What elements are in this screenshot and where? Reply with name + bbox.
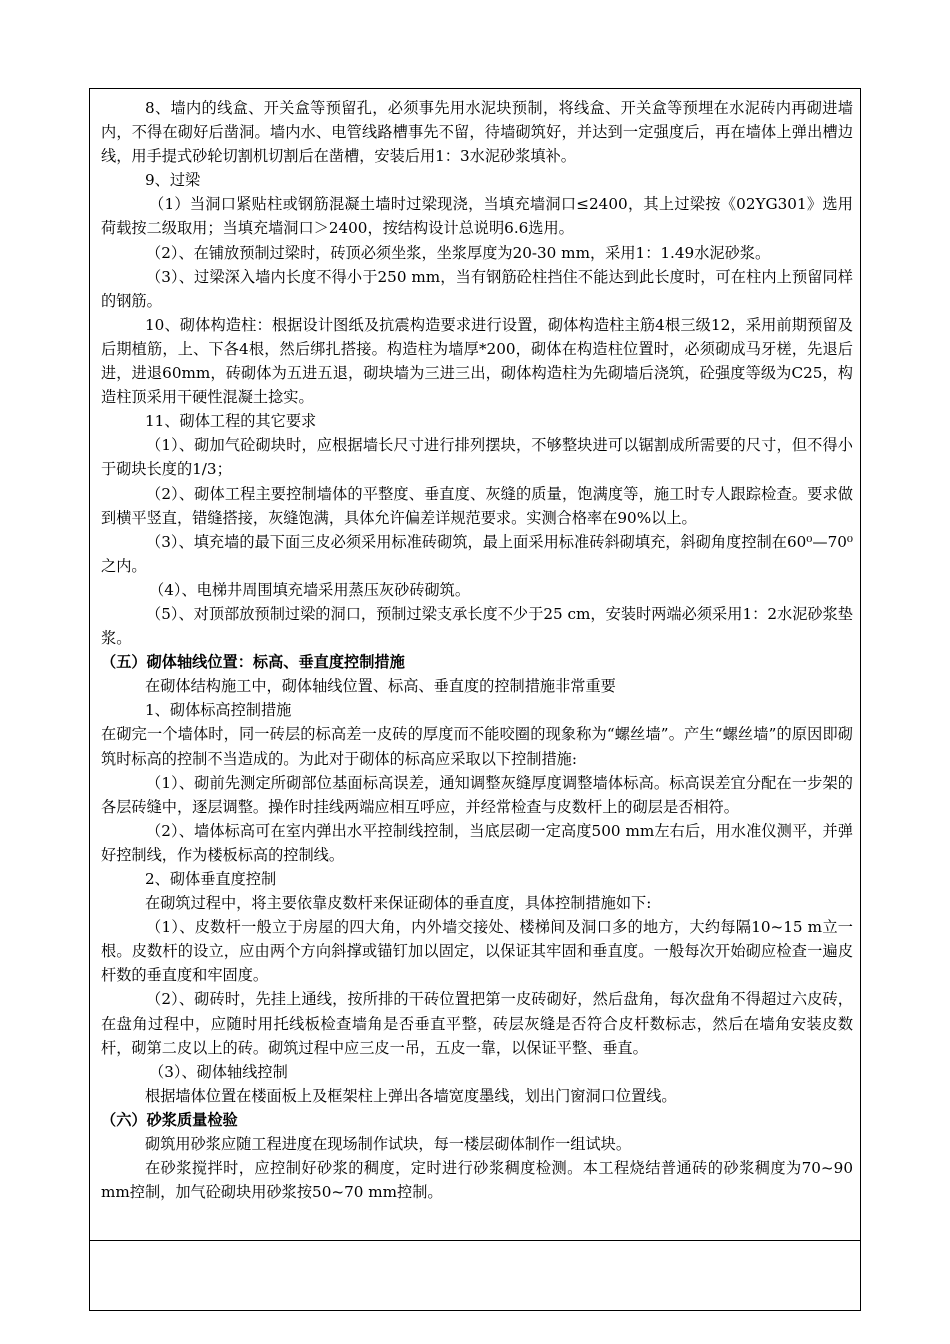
paragraph-screw-wall: 在砌完一个墙体时，同一砖层的标高差一皮砖的厚度而不能咬圈的现象称为“螺丝墙”。产生“螺丝墙”的原因即砌筑时标高的控制不当造成的。为此对于砌体的标高应采取以下控制措施: [101, 725, 853, 768]
table-divider [90, 1240, 860, 1241]
paragraph-mortar-1: 砌筑用砂浆应随工程进度在现场制作试块，每一楼层砌体制作一组试块。 [145, 1135, 631, 1154]
section-heading-6: （六）砂浆质量检验 [101, 1110, 238, 1129]
paragraph-mortar-2: 在砂浆搅拌时，应控制好砂浆的稠度，定时进行砂浆稠度检测。本工程烧结普通砖的砂浆稠度为70~90 mm控制，加气砼砌块用砂浆按50~70 mm控制。 [101, 1159, 853, 1202]
paragraph-elevation-2: （2）、墙体标高可在室内弹出水平控制线控制，当底层砌一定高度500 mm左右后，用水准仪测平，并弹好控制线，作为楼板标高的控制线。 [101, 821, 853, 864]
paragraph-11-5: （5）、对顶部放预制过梁的洞口，预制过梁支承长度不少于25 cm，安装时两端必须采用1：2水泥砂浆垫浆。 [101, 604, 853, 648]
paragraph-verticality-1: （1）、皮数杆一般立于房屋的四大角，内外墙交接处、楼梯间及洞口多的地方，大约每隔10~15 m立一根。皮数杆的设立，应由两个方向斜撑或锚钉加以固定，以保证其牢固和垂直度。一般每次开始砌应检查一遍皮杆数的垂直度和牢固度。 [101, 918, 853, 985]
paragraph-11-3: （3）、填充墙的最下面三皮必须采用标准砖砌筑，最上面采用标准砖斜砌填充，斜砌角度控制在60⁰—70⁰之内。 [101, 532, 853, 575]
section-heading-5: （五）砌体轴线位置：标高、垂直度控制措施 [101, 653, 405, 672]
paragraph-8: 8、墙内的线盒、开关盒等预留孔，必须事先用水泥块预制，将线盒、开关盒等预埋在水泥砖内再砌进墙内，不得在砌好后凿洞。墙内水、电管线路槽事先不留，待墙砌筑好，并达到一定强度后，再在墙体上弹出槽边线，用手提式砂轮切割机切割后在凿槽，安装后用1：3水泥砂浆填补。 [101, 99, 853, 166]
paragraph-verticality-intro: 在砌筑过程中，将主要依靠皮数杆来保证砌体的垂直度，具体控制措施如下: [145, 894, 652, 913]
paragraph-11-2: （2）、砌体工程主要控制墙体的平整度、垂直度、灰缝的质量，饱满度等，施工时专人跟踪检查。要求做到横平竖直，错缝搭接，灰缝饱满，具体允许偏差详规范要求。实测合格率在90%以上。 [101, 484, 853, 527]
paragraph-elevation-1: （1）、砌前先测定所砌部位基面标高误差，通知调整灰缝厚度调整墙体标高。标高误差宜分配在一步架的各层砖缝中，逐层调整。操作时挂线两端应相互呼应，并经常检查与皮数杆上的砌层是否相符。 [101, 773, 853, 816]
heading-lintel: 9、过梁 [145, 171, 201, 190]
paragraph-9-1: （1）当洞口紧贴柱或钢筋混凝土墙时过梁现浇，当填充墙洞口≤2400，其上过梁按《02YG301》选用荷载按二级取用；当填充墙洞口＞2400，按结构设计总说明6.6选用。 [101, 195, 853, 238]
paragraph-11-1: （1）、砌加气砼砌块时，应根据墙长尺寸进行排列摆块，不够整块进可以锯割成所需要的尺寸，但不得小于砌块长度的1/3； [101, 436, 853, 479]
paragraph-9-2: （2）、在铺放预制过梁时，砖顶必须坐浆，坐浆厚度为20-30 mm，采用1：1.49水泥砂浆。 [146, 243, 771, 262]
paragraph-10: 10、砌体构造柱：根据设计图纸及抗震构造要求进行设置，砌体构造柱主筋4根三级12，采用前期预留及后期植筋，上、下各4根，然后绑扎搭接。构造柱为墙厚*200，砌体在构造柱位置时，必须砌成马牙槎，先退后进，进退60mm，砖砌体为五进五退，砌块墙为三进三出，砌体构造柱为先砌墙后浇筑，砼强度等级为C25，构造柱顶采用干硬性混凝土捻实。 [101, 315, 853, 407]
document-body [101, 96, 853, 1204]
heading-elevation-control: 1、砌体标高控制措施 [145, 701, 292, 720]
paragraph-verticality-2: （2）、砌砖时，先挂上通线，按所排的干砖位置把第一皮砖砌好，然后盘角，每次盘角不得超过六皮砖，在盘角过程中，应随时用托线板检查墙角是否垂直平整，砖层灰缝是否符合皮杆数标志，然后在墙角安装皮数杆，砌第二皮以上的砖。砌筑过程中应三皮一吊，五皮一靠，以保证平整、垂直。 [101, 990, 853, 1057]
paragraph-9-3: （3）、过梁深入墙内长度不得小于250 mm，当有钢筋砼柱挡住不能达到此长度时，可在柱内上预留同样的钢筋。 [101, 267, 853, 310]
paragraph-11-4: （4）、电梯井周围填充墙采用蒸压灰砂砖砌筑。 [149, 580, 471, 599]
section-5-intro: 在砌体结构施工中，砌体轴线位置、标高、垂直度的控制措施非常重要 [145, 677, 616, 696]
heading-other-requirements: 11、砌体工程的其它要求 [145, 412, 317, 431]
heading-verticality-control: 2、砌体垂直度控制 [145, 870, 277, 888]
paragraph-axis-control: 根据墙体位置在楼面板上及框架柱上弹出各墙宽度墨线，划出门窗洞口位置线。 [145, 1086, 677, 1105]
heading-axis-control: （3）、砌体轴线控制 [149, 1062, 288, 1081]
